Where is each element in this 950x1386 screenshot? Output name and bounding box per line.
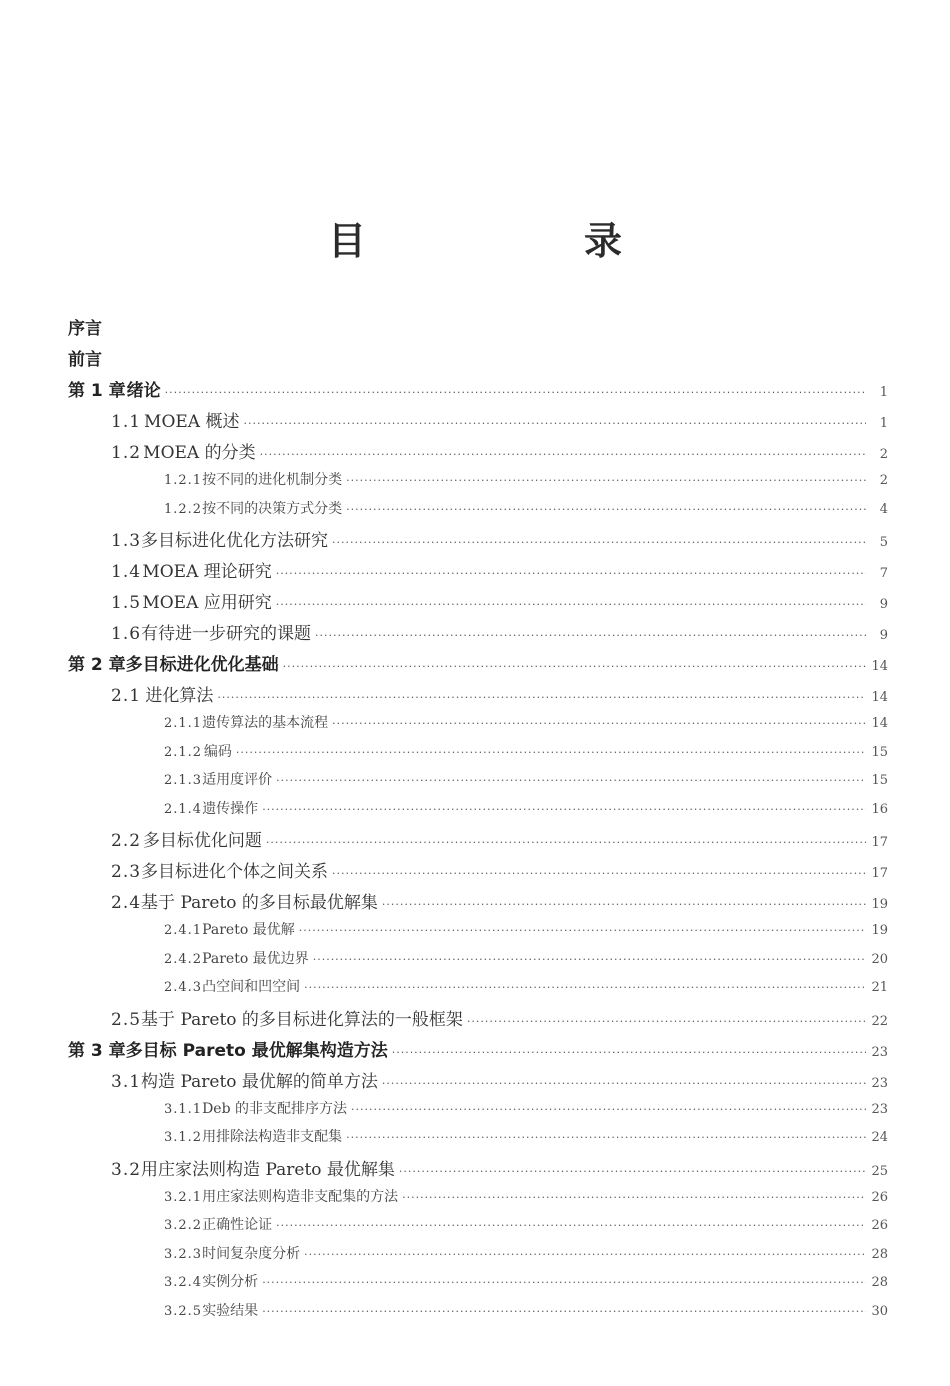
toc-entry[interactable] xyxy=(68,1300,888,1329)
toc-entry[interactable] xyxy=(68,619,888,650)
toc-entry-number: 第 1 章 xyxy=(68,381,126,401)
toc-entry-title: 编码 xyxy=(203,743,232,760)
toc-entry-page: 19 xyxy=(871,897,888,912)
toc-entry[interactable] xyxy=(68,498,888,527)
toc-entry-page: 25 xyxy=(871,1163,888,1179)
toc-entry-page: 2 xyxy=(879,473,888,488)
dot-leader xyxy=(266,836,866,849)
dot-leader xyxy=(351,1103,866,1116)
toc-entry[interactable] xyxy=(68,526,888,557)
toc-entry-number: 3.2.4 xyxy=(164,1275,203,1290)
dot-leader xyxy=(217,691,866,704)
toc-entry-number: 2.4.2 xyxy=(164,951,203,967)
dot-leader xyxy=(382,1077,866,1090)
toc-entry[interactable] xyxy=(68,1214,888,1243)
dot-leader xyxy=(276,1219,866,1232)
toc-entry-title: 用排除法构造非支配集 xyxy=(202,1129,343,1145)
toc-entry-page: 5 xyxy=(879,535,888,550)
dot-leader xyxy=(346,503,866,516)
toc-entry[interactable] xyxy=(68,888,888,919)
toc-entry[interactable] xyxy=(68,976,888,1005)
dot-leader xyxy=(236,746,866,759)
toc-entry[interactable] xyxy=(68,769,888,798)
toc-entry-number: 第 3 章 xyxy=(68,1040,126,1061)
toc-entry[interactable] xyxy=(68,1155,888,1186)
toc-entry-page: 1 xyxy=(879,385,888,400)
toc-entry-title: 遗传操作 xyxy=(202,800,259,817)
toc-entry-title: 遗传算法的基本流程 xyxy=(202,715,329,731)
toc-entry-title: 多目标 Pareto 最优解集构造方法 xyxy=(125,1040,388,1061)
dot-leader xyxy=(276,774,866,787)
toc-entry-title: 基于 Pareto 的多目标最优解集 xyxy=(141,893,378,913)
toc-entry-number: 1.6 xyxy=(111,624,142,644)
toc-entry-number: 1.5 xyxy=(111,593,142,613)
toc-entry[interactable] xyxy=(68,1036,888,1067)
toc-entry-number: 1.1 xyxy=(111,412,142,432)
toc-entry-title: 多目标进化个体之间关系 xyxy=(141,862,329,882)
dot-leader xyxy=(276,598,866,611)
dot-leader xyxy=(283,660,866,673)
dot-leader xyxy=(165,386,866,399)
toc-entry-page: 15 xyxy=(871,773,888,788)
toc-entry-number: 3.1.1 xyxy=(164,1101,203,1117)
toc-entry-page: 4 xyxy=(879,501,888,517)
toc-entry[interactable] xyxy=(68,1271,888,1300)
toc-entry-page: 30 xyxy=(871,1303,888,1319)
dot-leader xyxy=(382,898,866,911)
toc-entry-number: 3.2.5 xyxy=(164,1303,203,1319)
toc-entry[interactable] xyxy=(68,712,888,741)
dot-leader xyxy=(315,629,866,642)
toc-entry[interactable] xyxy=(68,857,888,888)
toc-entry[interactable] xyxy=(68,681,888,712)
dot-leader xyxy=(262,803,866,816)
toc-entry-title: 序言 xyxy=(68,319,102,339)
toc-entry-page: 1 xyxy=(879,416,888,431)
toc-entry[interactable] xyxy=(68,557,888,588)
toc-entry-title: 适用度评价 xyxy=(202,772,273,788)
toc-entry-page: 9 xyxy=(879,628,888,643)
toc-entry[interactable] xyxy=(68,376,888,407)
toc-entry-title: 凸空间和凹空间 xyxy=(202,979,301,995)
toc-entry-number: 2.4.1 xyxy=(164,923,203,938)
dot-leader xyxy=(260,448,866,461)
toc-entry-page: 26 xyxy=(871,1218,888,1233)
toc-entry[interactable] xyxy=(68,438,888,469)
dot-leader xyxy=(332,536,866,549)
toc-entry-page: 23 xyxy=(871,1044,888,1060)
toc-entry-number: 2.1.4 xyxy=(164,801,203,817)
toc-entry-number: 1.2 xyxy=(111,443,142,463)
toc-entry-number: 3.2 xyxy=(111,1159,142,1180)
toc-entry-number: 3.2.1 xyxy=(164,1189,203,1205)
toc-entry-title: 进化算法 xyxy=(145,686,214,706)
dot-leader xyxy=(262,1276,866,1289)
toc-entry-page: 15 xyxy=(871,744,888,760)
toc-entry-number: 2.1.2 xyxy=(164,744,203,760)
dot-leader xyxy=(262,1305,866,1318)
toc-entry-page: 20 xyxy=(871,951,888,967)
toc-entry-page: 17 xyxy=(871,835,888,850)
toc-entry-number: 2.1 xyxy=(111,686,142,706)
dot-leader xyxy=(392,1046,866,1059)
toc-entry-number: 3.2.3 xyxy=(164,1246,203,1262)
toc-entry-page: 23 xyxy=(871,1101,888,1117)
page-title: 目 录 xyxy=(327,219,712,263)
toc-entry[interactable] xyxy=(68,1126,888,1155)
toc-entry-title: 多目标优化问题 xyxy=(142,831,262,851)
toc-entry-number: 2.4.3 xyxy=(164,980,203,995)
toc-entry-number: 2.1.3 xyxy=(164,773,203,788)
toc-entry-title: 用庄家法则构造 Pareto 最优解集 xyxy=(141,1159,395,1180)
toc-entry-title: 用庄家法则构造非支配集的方法 xyxy=(202,1188,399,1205)
toc-entry-title: Pareto 最优解 xyxy=(202,922,295,938)
toc-entry-title: 绪论 xyxy=(126,381,161,401)
toc-entry-title: 基于 Pareto 的多目标进化算法的一般框架 xyxy=(141,1009,463,1030)
dot-leader xyxy=(313,953,866,966)
dot-leader xyxy=(346,474,866,487)
toc-entry[interactable] xyxy=(68,345,888,376)
toc-entry-title: Pareto 最优边界 xyxy=(202,950,309,967)
toc-entry[interactable] xyxy=(68,798,888,827)
toc-entry-page: 24 xyxy=(871,1130,888,1145)
toc-entry-title: 正确性论证 xyxy=(202,1217,273,1233)
toc-entry-page: 26 xyxy=(871,1189,888,1205)
toc-entry[interactable] xyxy=(68,650,888,681)
toc-entry-number: 1.2.1 xyxy=(164,473,203,488)
toc-entry[interactable] xyxy=(68,948,888,977)
toc-entry-title: 实例分析 xyxy=(202,1274,259,1290)
dot-leader xyxy=(399,1165,866,1178)
toc-entry-title: 构造 Pareto 最优解的简单方法 xyxy=(141,1071,378,1092)
toc-entry-title: MOEA 的分类 xyxy=(143,443,256,463)
toc-entry-page: 14 xyxy=(871,659,888,674)
toc-entry-page: 21 xyxy=(871,980,888,995)
toc-entry-title: 实验结果 xyxy=(202,1302,259,1319)
dot-leader xyxy=(402,1191,866,1204)
toc-entry-page: 14 xyxy=(871,716,888,731)
toc-entry-title: Deb 的非支配排序方法 xyxy=(202,1100,347,1117)
toc-entry[interactable] xyxy=(68,1243,888,1272)
toc-entry-page: 9 xyxy=(879,597,888,612)
table-of-contents xyxy=(68,314,888,1328)
toc-entry[interactable] xyxy=(68,469,888,498)
toc-entry-number: 1.2.2 xyxy=(164,501,203,517)
dot-leader xyxy=(332,717,866,730)
toc-entry-page: 2 xyxy=(879,447,888,462)
toc-entry-number: 3.1.2 xyxy=(164,1130,203,1145)
toc-entry-page: 7 xyxy=(879,566,888,581)
toc-entry-number: 1.3 xyxy=(111,531,142,551)
dot-leader xyxy=(304,1248,866,1261)
toc-entry-number: 2.3 xyxy=(111,862,142,882)
toc-entry-number: 2.4 xyxy=(111,893,142,913)
toc-entry-title: MOEA 理论研究 xyxy=(142,562,272,582)
toc-entry[interactable] xyxy=(68,1098,888,1127)
dot-leader xyxy=(346,1131,866,1144)
toc-entry[interactable] xyxy=(68,1005,888,1036)
toc-entry-page: 19 xyxy=(871,923,888,938)
toc-entry-title: 多目标进化优化方法研究 xyxy=(141,531,329,551)
dot-leader xyxy=(243,417,866,430)
toc-entry-title: MOEA 概述 xyxy=(144,412,240,432)
toc-entry-title: 按不同的决策方式分类 xyxy=(202,500,343,517)
toc-entry-number: 1.4 xyxy=(111,562,142,582)
toc-entry-page: 22 xyxy=(871,1013,888,1029)
toc-entry-title: MOEA 应用研究 xyxy=(142,593,272,613)
toc-entry-number: 3.1 xyxy=(111,1071,142,1092)
toc-entry[interactable] xyxy=(68,919,888,948)
toc-entry[interactable] xyxy=(68,1067,888,1098)
toc-entry-title: 时间复杂度分析 xyxy=(202,1245,301,1262)
toc-entry[interactable] xyxy=(68,826,888,857)
toc-entry-number: 第 2 章 xyxy=(68,655,126,675)
toc-entry-page: 28 xyxy=(871,1275,888,1290)
toc-entry-title: 按不同的进化机制分类 xyxy=(202,472,343,488)
toc-entry-page: 14 xyxy=(871,690,888,705)
toc-entry-number: 2.5 xyxy=(111,1009,142,1030)
dot-leader xyxy=(299,924,866,937)
toc-entry-page: 28 xyxy=(871,1246,888,1262)
toc-entry-title: 多目标进化优化基础 xyxy=(125,655,279,675)
toc-entry-number: 2.1.1 xyxy=(164,716,203,731)
dot-leader xyxy=(467,1015,866,1028)
toc-entry[interactable] xyxy=(68,314,888,345)
dot-leader xyxy=(276,567,866,580)
toc-entry-number: 2.2 xyxy=(111,831,142,851)
toc-entry-title: 前言 xyxy=(68,350,102,370)
toc-entry[interactable] xyxy=(68,588,888,619)
toc-entry-title: 有待进一步研究的课题 xyxy=(141,624,312,644)
dot-leader xyxy=(332,867,866,880)
toc-entry-number: 3.2.2 xyxy=(164,1218,203,1233)
toc-entry[interactable] xyxy=(68,1186,888,1215)
toc-entry-page: 17 xyxy=(871,866,888,881)
toc-entry-page: 16 xyxy=(871,801,888,817)
toc-entry[interactable] xyxy=(68,407,888,438)
toc-entry[interactable] xyxy=(68,741,888,770)
dot-leader xyxy=(304,981,866,994)
toc-entry-page: 23 xyxy=(871,1075,888,1091)
